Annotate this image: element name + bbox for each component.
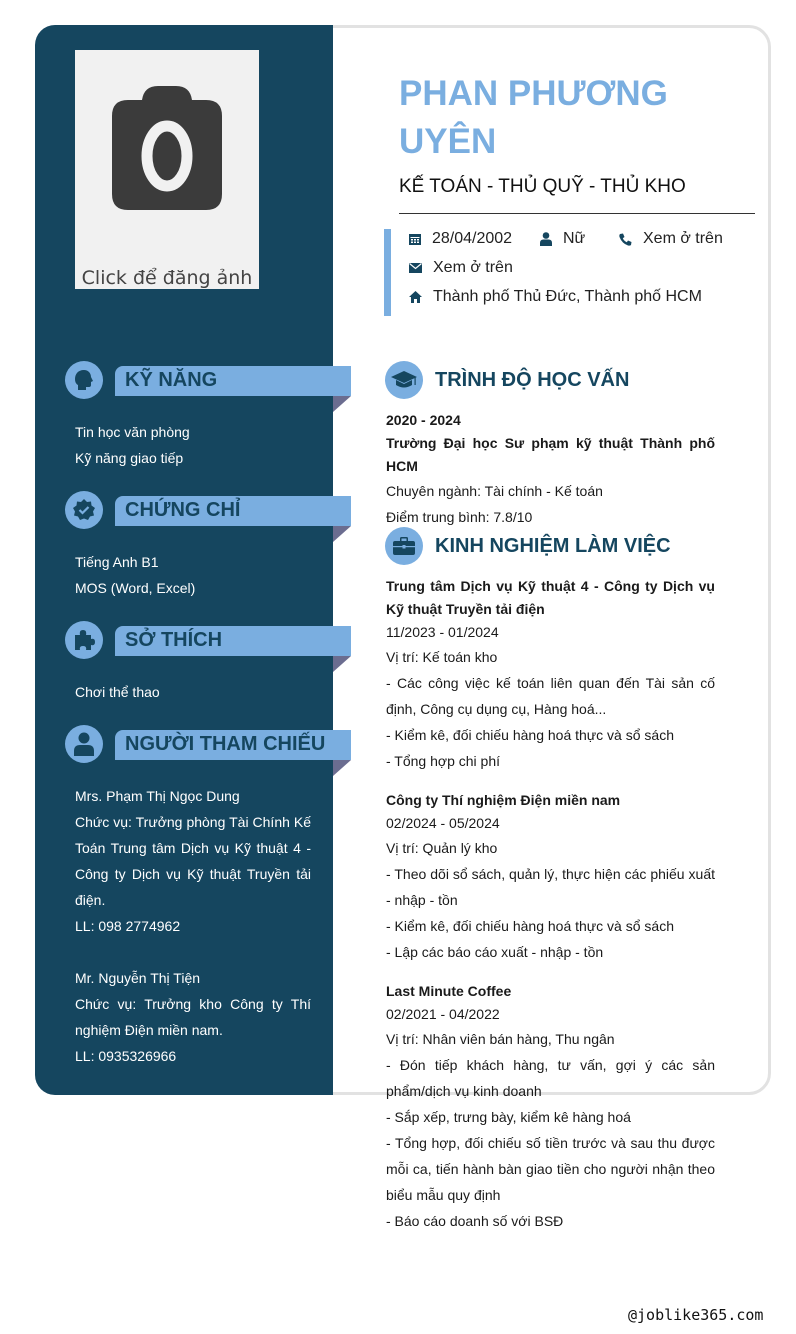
- header-fold: [333, 656, 351, 672]
- certificates-circle: [65, 491, 103, 529]
- job-duty: - Sắp xếp, trưng bày, kiểm kê hàng hoá: [386, 1109, 631, 1125]
- skills-header-bar: [115, 366, 351, 396]
- hobby-item: Chơi thể thao: [75, 684, 160, 700]
- reference-name: Mr. Nguyễn Thị Tiện: [75, 970, 201, 986]
- birthdate-value: 28/04/2002: [432, 230, 513, 247]
- skill-item: Tin học văn phòng: [75, 424, 190, 440]
- email: [409, 259, 513, 277]
- reference-phone: LL: 0935326966: [75, 1048, 177, 1064]
- job-role: Vị trí: Kế toán kho: [386, 649, 498, 665]
- certificates-header: [65, 491, 351, 551]
- reference-position: Chức vụ: Trưởng phòng Tài Chính Kế Toán Trung tâm Dịch vụ Kỹ thuật 4 - Công ty Dịch vụ Kỹ thuật Truyền tải điện.: [75, 814, 311, 908]
- certificates-list: [75, 549, 195, 601]
- graduation-cap-icon: [391, 370, 417, 390]
- reference-name: Mrs. Phạm Thị Ngọc Dung: [75, 788, 240, 804]
- gender-value: Nữ: [563, 230, 586, 247]
- skill-item: Kỹ năng giao tiếp: [75, 450, 184, 466]
- skills-heading: KỸ NĂNG: [125, 369, 218, 391]
- job-duty: - Theo dõi sổ sách, quản lý, thực hiện các phiếu xuất - nhập - tồn: [386, 866, 715, 908]
- candidate-title: KẾ TOÁN - THỦ QUỸ - THỦ KHO: [399, 176, 686, 197]
- gender: [540, 230, 585, 248]
- references-header: [65, 725, 351, 785]
- experience-heading: KINH NGHIỆM LÀM VIỆC: [435, 534, 671, 557]
- reference-phone: LL: 098 2774962: [75, 918, 181, 934]
- calendar-icon: [409, 233, 421, 245]
- hobbies-header: [65, 621, 351, 681]
- certificates-heading: CHỨNG CHỈ: [125, 499, 241, 521]
- education-gpa: Điểm trung bình: 7.8/10: [386, 509, 533, 525]
- references-header-bar: [115, 730, 351, 760]
- job-period: 02/2024 - 05/2024: [386, 815, 500, 831]
- job-role: Vị trí: Quản lý kho: [386, 840, 498, 856]
- education-school: Trường Đại học Sư phạm kỹ thuật Thành phố HCM: [386, 435, 715, 474]
- hobbies-list: [75, 679, 160, 705]
- puzzle-icon: [73, 629, 95, 651]
- candidate-name: PHAN PHƯƠNG UYÊN: [399, 74, 668, 161]
- reference-item: [75, 783, 311, 939]
- job-duty: - Tổng hợp chi phí: [386, 753, 500, 769]
- education-entry: [386, 409, 715, 530]
- address: [409, 288, 702, 306]
- reference-position: Chức vụ: Trưởng kho Công ty Thí nghiệm Điện miền nam.: [75, 996, 311, 1038]
- certificate-item: Tiếng Anh B1: [75, 554, 159, 570]
- home-icon: [409, 291, 422, 303]
- person-icon: [74, 732, 94, 756]
- references-heading: NGƯỜI THAM CHIẾU: [125, 733, 326, 755]
- job-entry: [386, 789, 715, 965]
- reference-item: [75, 965, 311, 1069]
- job-duty: - Kiểm kê, đối chiếu hàng hoá thực và sổ sách: [386, 918, 674, 934]
- hobbies-header-bar: [115, 626, 351, 656]
- job-duty: - Đón tiếp khách hàng, tư vấn, gợi ý các sản phẩm/dịch vụ kinh doanh: [386, 1057, 715, 1099]
- birthdate: [409, 230, 512, 248]
- hobbies-circle: [65, 621, 103, 659]
- address-value: Thành phố Thủ Đức, Thành phố HCM: [433, 288, 702, 305]
- job-duty: - Báo cáo doanh số với BSĐ: [386, 1213, 564, 1229]
- header-fold: [333, 526, 351, 542]
- photo-upload-label: Click để đăng ảnh: [81, 267, 253, 289]
- header-fold: [333, 396, 351, 412]
- hobbies-heading: SỞ THÍCH: [125, 629, 223, 651]
- certificate-item: MOS (Word, Excel): [75, 580, 196, 596]
- brain-icon: [74, 369, 94, 391]
- person-icon: [540, 232, 552, 246]
- references-circle: [65, 725, 103, 763]
- job-entry: [386, 575, 715, 774]
- envelope-icon: [409, 263, 422, 273]
- education-heading: TRÌNH ĐỘ HỌC VẤN: [435, 368, 630, 391]
- education-circle: [385, 361, 423, 399]
- job-company: Trung tâm Dịch vụ Kỹ thuật 4 - Công ty Dịch vụ Kỹ thuật Truyền tải điện: [386, 578, 715, 617]
- certificates-header-bar: [115, 496, 351, 526]
- email-value: Xem ở trên: [433, 259, 513, 276]
- camera-icon: [112, 86, 222, 210]
- education-period: 2020 - 2024: [386, 412, 461, 428]
- photo-upload[interactable]: [75, 50, 259, 289]
- skills-circle: [65, 361, 103, 399]
- job-duty: - Tổng hợp, đối chiếu số tiền trước và sau thu được mỗi ca, tiến hành bàn giao tiền cho người nhận theo biểu mẫu quy định: [386, 1135, 715, 1203]
- briefcase-icon: [393, 537, 415, 555]
- header-fold: [333, 760, 351, 776]
- job-duty: - Lập các báo cáo xuất - nhập - tồn: [386, 944, 604, 960]
- phone-value: Xem ở trên: [643, 230, 723, 247]
- job-entry: [386, 980, 715, 1234]
- phone: [619, 230, 723, 248]
- skills-list: [75, 419, 190, 471]
- badge-check-icon: [73, 499, 95, 521]
- footer-watermark: @joblike365.com: [628, 1306, 764, 1324]
- experience-circle: [385, 527, 423, 565]
- job-company: Last Minute Coffee: [386, 983, 512, 999]
- job-company: Công ty Thí nghiệm Điện miền nam: [386, 792, 621, 808]
- education-major: Chuyên ngành: Tài chính - Kế toán: [386, 483, 603, 499]
- skills-header: [65, 361, 351, 421]
- title-divider: [399, 213, 755, 214]
- job-period: 02/2021 - 04/2022: [386, 1006, 500, 1022]
- job-period: 11/2023 - 01/2024: [386, 624, 499, 640]
- contact-accent-bar: [384, 229, 391, 316]
- job-role: Vị trí: Nhân viên bán hàng, Thu ngân: [386, 1031, 615, 1047]
- job-duty: - Các công việc kế toán liên quan đến Tài sản cố định, Công cụ dụng cụ, Hàng hoá...: [386, 675, 715, 717]
- job-duty: - Kiểm kê, đối chiếu hàng hoá thực và sổ sách: [386, 727, 674, 743]
- education-header: [385, 361, 629, 399]
- experience-header: [385, 527, 671, 565]
- phone-icon: [619, 233, 632, 246]
